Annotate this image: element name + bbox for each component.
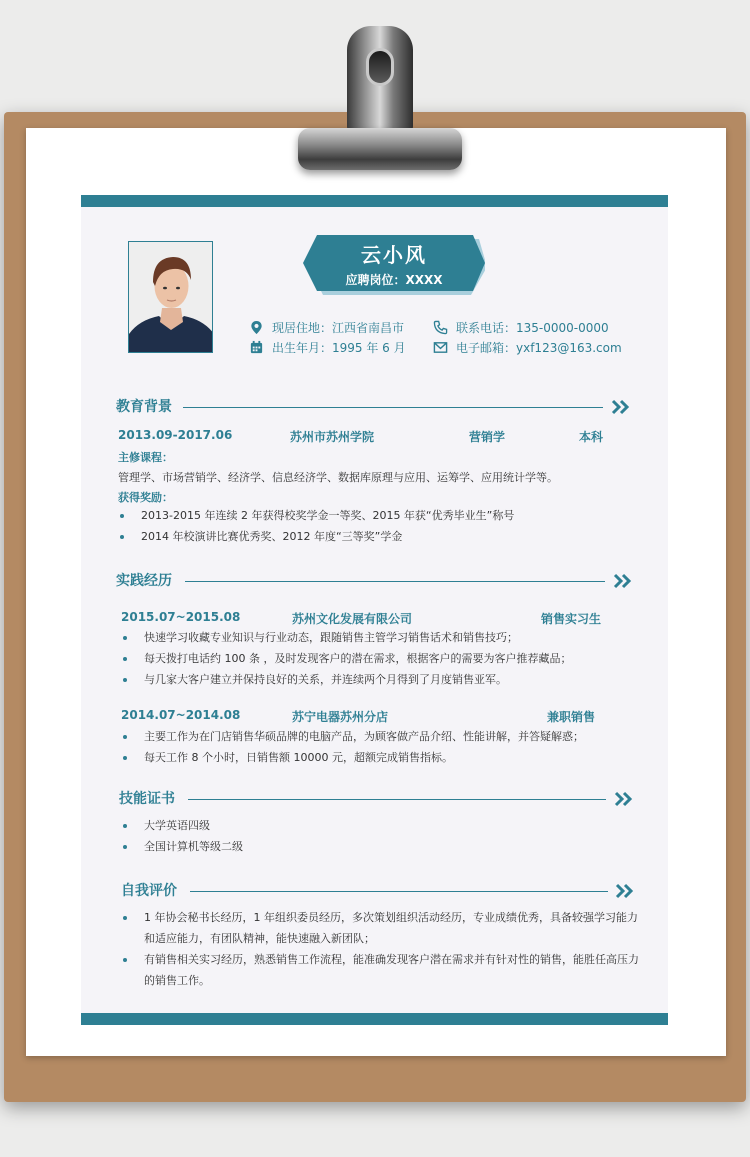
section-divider: [185, 581, 605, 582]
job-role: 兼职销售: [547, 710, 596, 724]
skills-section-header: [81, 788, 668, 810]
list-item: 有销售相关实习经历，熟悉销售工作流程，能准确发现客户潜在需求并有针对性的销售，能胜任高压力的销售工作。: [121, 949, 641, 991]
list-item: 全国计算机等级二级: [121, 836, 243, 857]
address-text: 现居住地：江西省南昌市: [272, 321, 405, 335]
job-role: 销售实习生: [541, 612, 602, 626]
list-item: 与几家大客户建立并保持良好的关系，并连续两个月得到了月度销售亚军。: [121, 669, 571, 690]
job-company: 苏州文化发展有限公司: [292, 612, 413, 626]
location-icon: [249, 320, 264, 335]
calendar-icon: [249, 340, 264, 355]
section-title: 自我评价: [121, 883, 177, 899]
awards-label: 获得奖励：: [118, 491, 173, 504]
binder-clip-base: [298, 128, 462, 170]
birth-text: 出生年月：1995 年 6 月: [272, 341, 406, 355]
job-duties-list: [121, 627, 571, 690]
section-title: 教育背景: [116, 399, 172, 415]
phone-icon: [433, 320, 448, 335]
self-eval-list: [121, 907, 641, 991]
list-item: 2014 年校演讲比赛优秀奖、2012 年度“三等奖”学金: [118, 526, 514, 547]
education-major: 营销学: [469, 430, 506, 444]
list-item: 每天拨打电话约 100 条 ，及时发现客户的潜在需求，根据客户的需要为客户推荐藏品；: [121, 648, 571, 669]
applied-position: 应聘岗位：XXXX: [345, 273, 443, 287]
list-item: 主要工作为在门店销售华硕品牌的电脑产品，为顾客做产品介绍、性能讲解，并答疑解惑；: [121, 726, 584, 747]
list-item: 每天工作 8 个小时，日销售额 10000 元，超额完成销售指标。: [121, 747, 584, 768]
resume: [81, 195, 668, 1025]
email-info: [433, 339, 622, 356]
binder-clip-hole: [366, 48, 394, 86]
education-degree: 本科: [579, 430, 604, 444]
section-divider: [190, 891, 608, 892]
list-item: 1 年协会秘书长经历，1 年组织委员经历，多次策划组织活动经历，专业成绩优秀，具备较强学习能力和适应能力，有团队精神，能快速融入新团队；: [121, 907, 641, 949]
section-title: 技能证书: [119, 791, 175, 807]
double-chevron-icon: [613, 573, 633, 589]
address-info: [249, 319, 404, 336]
list-item: 快速学习收藏专业知识与行业动态，跟随销售主管学习销售话术和销售技巧；: [121, 627, 571, 648]
job-company: 苏宁电器苏州分店: [292, 710, 389, 724]
skills-list: [121, 815, 243, 857]
experience-section-header: [81, 570, 668, 592]
birth-info: [249, 339, 406, 356]
top-accent-bar: [81, 195, 668, 207]
section-title: 实践经历: [116, 573, 172, 589]
phone-text: 联系电话：135-0000-0000: [456, 321, 609, 335]
job-period: 2014.07~2014.08: [121, 708, 241, 722]
education-school: 苏州市苏州学院: [290, 430, 375, 444]
self-eval-section-header: [81, 880, 668, 902]
double-chevron-icon: [611, 399, 631, 415]
list-item: 大学英语四级: [121, 815, 243, 836]
bottom-accent-bar: [81, 1013, 668, 1025]
candidate-name: 云小风: [361, 243, 427, 267]
job-period: 2015.07~2015.08: [121, 610, 241, 624]
portrait-icon: [129, 242, 213, 353]
double-chevron-icon: [614, 791, 634, 807]
education-section-header: [81, 396, 668, 418]
list-item: 2013-2015 年连续 2 年获得校奖学金一等奖、2015 年获“优秀毕业生”称号: [118, 505, 514, 526]
awards-list: [118, 505, 514, 547]
phone-info: [433, 319, 609, 336]
education-period: 2013.09-2017.06: [118, 428, 233, 442]
email-text: 电子邮箱：yxf123@163.com: [456, 341, 622, 355]
section-divider: [188, 799, 606, 800]
avatar: [128, 241, 213, 353]
section-divider: [183, 407, 603, 408]
mail-icon: [433, 340, 448, 355]
courses-label: 主修课程：: [118, 451, 173, 464]
double-chevron-icon: [615, 883, 635, 899]
courses-text: 管理学、市场营销学、经济学、信息经济学、数据库原理与应用、运筹学、应用统计学等。: [118, 471, 558, 484]
job-duties-list: [121, 726, 584, 768]
